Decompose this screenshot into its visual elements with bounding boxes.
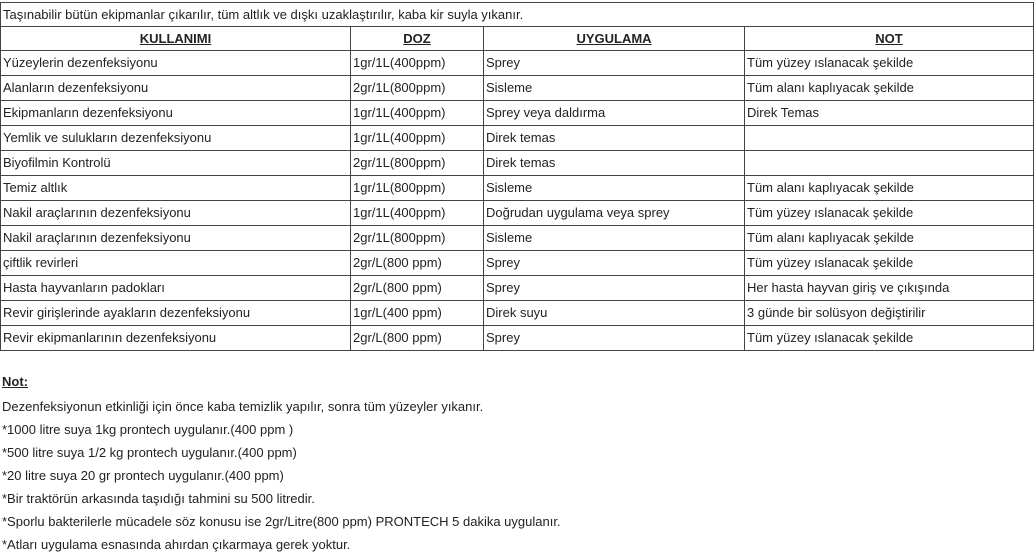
note-line: Dezenfeksiyonun etkinliği için önce kaba temizlik yapılır, sonra tüm yüzeyler yıkanır.	[2, 399, 484, 414]
application-cell: Sprey	[484, 51, 745, 76]
application-cell: Direk suyu	[484, 301, 745, 326]
usage-cell: Hasta hayvanların padokları	[1, 276, 351, 301]
usage-cell: Yüzeylerin dezenfeksiyonu	[1, 51, 351, 76]
application-cell: Sisleme	[484, 226, 745, 251]
dose-cell: 1gr/1L(400ppm)	[351, 101, 484, 126]
note-line: *Atları uygulama esnasında ahırdan çıkarmaya gerek yoktur.	[2, 537, 351, 552]
dose-cell: 1gr/L(400 ppm)	[351, 301, 484, 326]
application-cell: Sprey	[484, 276, 745, 301]
disinfection-table	[0, 2, 1034, 351]
application-cell: Direk temas	[484, 126, 745, 151]
note-cell: Tüm alanı kaplıyacak şekilde	[745, 226, 1034, 251]
notes-title: Not:	[2, 374, 28, 389]
note-cell: 3 günde bir solüsyon değiştirilir	[745, 301, 1034, 326]
note-cell: Tüm yüzey ıslanacak şekilde	[745, 251, 1034, 276]
notes-section	[2, 372, 1030, 556]
dose-cell: 1gr/1L(800ppm)	[351, 176, 484, 201]
note-line: *1000 litre suya 1kg prontech uygulanır.(400 ppm )	[2, 422, 294, 437]
table-row	[1, 251, 1034, 276]
note-cell	[745, 151, 1034, 176]
notes-list	[2, 395, 1030, 556]
usage-cell: Nakil araçlarının dezenfeksiyonu	[1, 201, 351, 226]
usage-cell: Revir ekipmanlarının dezenfeksiyonu	[1, 326, 351, 351]
note-cell: Tüm yüzey ıslanacak şekilde	[745, 201, 1034, 226]
application-cell: Sisleme	[484, 176, 745, 201]
dose-cell: 2gr/1L(800ppm)	[351, 151, 484, 176]
application-cell: Sprey	[484, 251, 745, 276]
table-row	[1, 276, 1034, 301]
note-line: *Sporlu bakterilerle mücadele söz konusu ise 2gr/Litre(800 ppm) PRONTECH 5 dakika uygulanır.	[2, 514, 561, 529]
note-cell: Direk Temas	[745, 101, 1034, 126]
application-cell: Sprey	[484, 326, 745, 351]
table-row	[1, 201, 1034, 226]
dose-cell: 2gr/1L(800ppm)	[351, 226, 484, 251]
dose-cell: 1gr/1L(400ppm)	[351, 51, 484, 76]
table-row	[1, 301, 1034, 326]
table-row	[1, 151, 1034, 176]
dose-cell: 2gr/L(800 ppm)	[351, 276, 484, 301]
table-row	[1, 76, 1034, 101]
header-uygulama: UYGULAMA	[484, 27, 745, 51]
dose-cell: 1gr/1L(400ppm)	[351, 201, 484, 226]
intro-row	[1, 3, 1034, 27]
header-not: NOT	[745, 27, 1034, 51]
note-line: *20 litre suya 20 gr prontech uygulanır.(400 ppm)	[2, 468, 284, 483]
table-row	[1, 101, 1034, 126]
note-line: *Bir traktörün arkasında taşıdığı tahmini su 500 litredir.	[2, 491, 315, 506]
table-row	[1, 326, 1034, 351]
usage-cell: Temiz altlık	[1, 176, 351, 201]
note-cell: Tüm yüzey ıslanacak şekilde	[745, 326, 1034, 351]
dose-cell: 2gr/L(800 ppm)	[351, 326, 484, 351]
usage-cell: Nakil araçlarının dezenfeksiyonu	[1, 226, 351, 251]
dose-cell: 2gr/1L(800ppm)	[351, 76, 484, 101]
application-cell: Sisleme	[484, 76, 745, 101]
dose-cell: 2gr/L(800 ppm)	[351, 251, 484, 276]
usage-cell: Ekipmanların dezenfeksiyonu	[1, 101, 351, 126]
usage-cell: Revir girişlerinde ayakların dezenfeksiyonu	[1, 301, 351, 326]
usage-cell: çiftlik revirleri	[1, 251, 351, 276]
table-row	[1, 51, 1034, 76]
note-cell: Tüm yüzey ıslanacak şekilde	[745, 51, 1034, 76]
note-cell	[745, 126, 1034, 151]
usage-cell: Biyofilmin Kontrolü	[1, 151, 351, 176]
application-cell: Direk temas	[484, 151, 745, 176]
table-row	[1, 176, 1034, 201]
application-cell: Doğrudan uygulama veya sprey	[484, 201, 745, 226]
note-cell: Her hasta hayvan giriş ve çıkışında	[745, 276, 1034, 301]
header-doz: DOZ	[351, 27, 484, 51]
note-line: *500 litre suya 1/2 kg prontech uygulanır.(400 ppm)	[2, 445, 297, 460]
table-row	[1, 226, 1034, 251]
header-row	[1, 27, 1034, 51]
header-kullanimi: KULLANIMI	[1, 27, 351, 51]
usage-cell: Alanların dezenfeksiyonu	[1, 76, 351, 101]
usage-cell: Yemlik ve sulukların dezenfeksiyonu	[1, 126, 351, 151]
note-cell: Tüm alanı kaplıyacak şekilde	[745, 76, 1034, 101]
table-row	[1, 126, 1034, 151]
application-cell: Sprey veya daldırma	[484, 101, 745, 126]
dose-cell: 1gr/1L(400ppm)	[351, 126, 484, 151]
intro-text: Taşınabilir bütün ekipmanlar çıkarılır, tüm altlık ve dışkı uzaklaştırılır, kaba kir suyla yıkanır.	[1, 3, 1034, 27]
note-cell: Tüm alanı kaplıyacak şekilde	[745, 176, 1034, 201]
